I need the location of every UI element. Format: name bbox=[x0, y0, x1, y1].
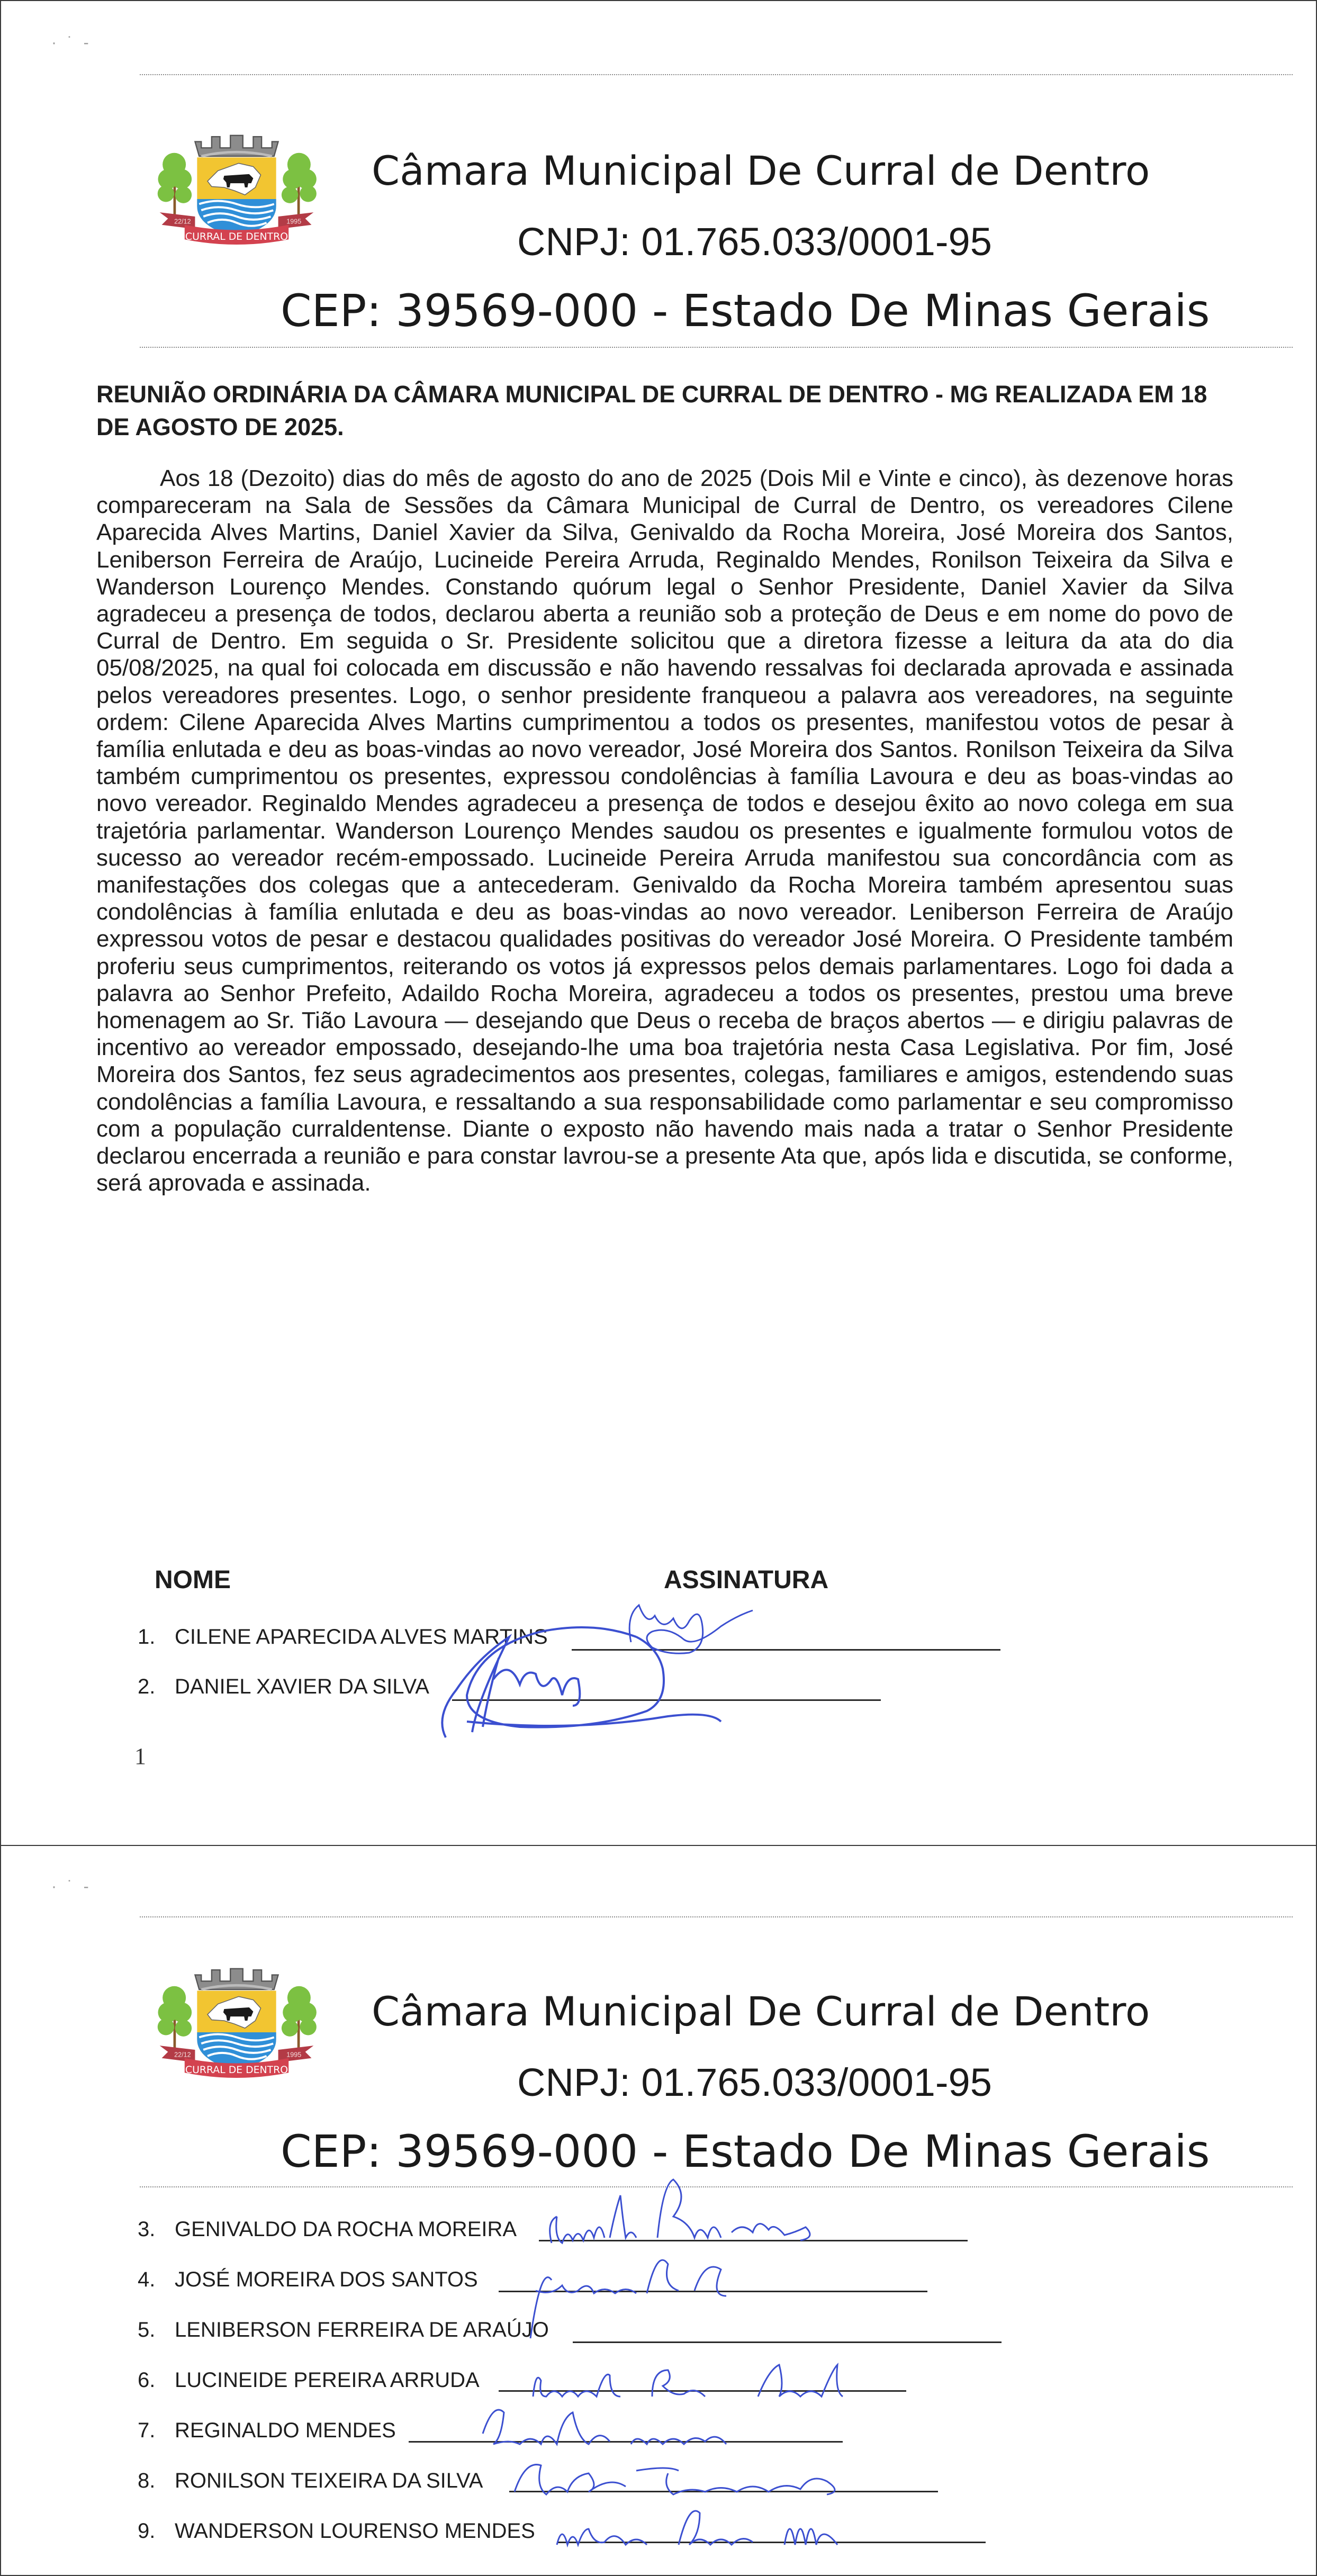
signatory-number: 9. bbox=[138, 2519, 156, 2543]
crown-icon bbox=[195, 136, 278, 156]
signature-jose bbox=[530, 2260, 726, 2338]
logo-ribbon-left-text: 22/12 bbox=[174, 2051, 191, 2059]
institution-cnpj: CNPJ: 01.765.033/0001-95 bbox=[517, 220, 992, 264]
logo-banner-text: CURRAL DE DENTRO bbox=[185, 231, 288, 242]
tree-right-icon bbox=[282, 1986, 317, 2050]
shield-icon bbox=[197, 1990, 276, 2070]
municipal-coat-of-arms-logo bbox=[149, 119, 324, 256]
institution-title: Câmara Municipal De Curral de Dentro bbox=[372, 1988, 1150, 2035]
header-bottom-rule bbox=[140, 2186, 1293, 2187]
signatory-number: 7. bbox=[138, 2419, 156, 2442]
logo-ribbon-left-text: 22/12 bbox=[174, 218, 191, 226]
column-header-signature: ASSINATURA bbox=[664, 1566, 829, 1594]
shield-icon bbox=[197, 157, 276, 237]
signature-wanderson bbox=[557, 2511, 837, 2545]
signature-line bbox=[499, 2291, 927, 2292]
signatory-name: WANDERSON LOURENSO MENDES bbox=[175, 2519, 535, 2543]
signatory-name: JOSÉ MOREIRA DOS SANTOS bbox=[175, 2268, 478, 2291]
signature-reginaldo bbox=[483, 2410, 726, 2444]
handwritten-signatures bbox=[530, 2164, 1060, 2571]
signatory-number: 3. bbox=[138, 2218, 156, 2241]
signature-genivaldo bbox=[550, 2179, 810, 2243]
signature-line bbox=[573, 2341, 1002, 2343]
institution-address: CEP: 39569-000 - Estado De Minas Gerais bbox=[281, 2125, 1210, 2177]
signatory-name: GENIVALDO DA ROCHA MOREIRA bbox=[175, 2218, 517, 2241]
signature-line bbox=[499, 2390, 906, 2392]
scan-artifact: · ˙ - bbox=[51, 1878, 92, 1895]
signature-line bbox=[509, 2491, 938, 2492]
crown-icon bbox=[195, 1969, 278, 1989]
minutes-body: Aos 18 (Dezoito) dias do mês de agosto do ano de 2025 (Dois Mil e Vinte e cinco), às dezenove horas compareceram na Sala de Sessões da Câmara Municipal de Curral de Dentro, os vereadores Cilene Aparecida Alves Martins, Daniel Xavier da Silva, Genivaldo da Rocha Moreira, José Moreira dos Santos, Leniberson Ferreira de Araújo, Lucineide Pereira Arruda, Reginaldo Mendes, Ronilson Teixeira da Silva e Wanderson Lourenço Mendes. Constando quórum legal o Senhor Presidente, Daniel Xavier da Silva agradeceu a presença de todos, declarou aberta a reunião sob a proteção de Deus e em nome do povo de Curral de Dentro. Em seguida o Sr. Presidente solicitou que a diretora fizesse a leitura da ata do dia 05/08/2025, na qual foi colocada em discussão e não havendo ressalvas foi declarada aprovada e assinada pelos vereadores presentes. Logo, o senhor presidente franqueou a palavra aos vereadores, na seguinte ordem: Cilene Aparecida Alves Martins cumprimentou a todos os presentes, manifestou votos de pesar à família enlutada e deu as boas-vindas ao novo vereador, José Moreira dos Santos. Ronilson Teixeira da Silva também cumprimentou os presentes, expressou condolências à família Lavoura e deu as boas-vindas ao novo vereador. Reginaldo Mendes agradeceu a presença de todos e desejou êxito ao novo colega em sua trajetória parlamentar. Wanderson Lourenço Mendes saudou os presentes e igualmente formulou votos de sucesso ao vereador recém-empossado. Lucineide Pereira Arruda manifestou sua concordância com as manifestações dos colegas que a antecederam. Genivaldo da Rocha Moreira também apresentou suas condolências à família enlutada e deu as boas-vindas ao novo vereador. Leniberson Ferreira de Araújo expressou votos de pesar e destacou qualidades positivas do vereador José Moreira. O Presidente também proferiu seus cumprimentos, reiterando os votos já expressos pelos demais parlamentares. Logo foi dada a palavra ao Senhor Prefeito, Adaildo Rocha Moreira, agradeceu a todos os presentes, prestou uma breve homenagem ao Sr. Tião Lavoura — desejando que Deus o receba de braços abertos — e dirigiu palavras de incentivo ao vereador empossado, desejando-lhe uma boa trajetória nesta Casa Legislativa. Por fim, José Moreira dos Santos, fez seus agradecimentos aos presentes, colegas, familiares e amigos, estendendo suas condolências a família Lavoura, e ressaltando a sua responsabilidade como parlamentar e seu compromisso com a população curraldentense. Diante o exposto não havendo mais nada a tratar o Senhor Presidente declarou encerrada a reunião e para constar lavrou-se a presente Ata que, após lida e discutida, se conforme, será aprovada e assinada. bbox=[96, 465, 1233, 1196]
scan-artifact: · ˙ - bbox=[51, 34, 92, 51]
institution-address: CEP: 39569-000 - Estado De Minas Gerais bbox=[281, 285, 1210, 337]
signatory-number: 6. bbox=[138, 2368, 156, 2392]
tree-left-icon bbox=[158, 153, 192, 217]
signature-line bbox=[557, 2542, 986, 2543]
institution-title: Câmara Municipal De Curral de Dentro bbox=[372, 147, 1150, 194]
tree-right-icon bbox=[282, 153, 317, 217]
signature-line bbox=[452, 1699, 881, 1701]
institution-cnpj: CNPJ: 01.765.033/0001-95 bbox=[517, 2060, 992, 2104]
document-page-2 bbox=[0, 1845, 1317, 2576]
signature-line bbox=[572, 1649, 1000, 1651]
signatory-name: REGINALDO MENDES bbox=[175, 2419, 396, 2442]
handwritten-signature-cilene bbox=[414, 1595, 890, 1753]
logo-ribbon-right-text: 1995 bbox=[286, 218, 302, 226]
signatory-number: 8. bbox=[138, 2469, 156, 2492]
logo-banner-text: CURRAL DE DENTRO bbox=[185, 2065, 288, 2076]
signatory-name: LUCINEIDE PEREIRA ARRUDA bbox=[175, 2368, 480, 2392]
signatory-number: 5. bbox=[138, 2318, 156, 2341]
header-top-rule bbox=[140, 74, 1293, 75]
header-top-rule bbox=[140, 1916, 1293, 1917]
signatory-number: 4. bbox=[138, 2268, 156, 2291]
signature-ronilson bbox=[515, 2465, 835, 2494]
logo-ribbon-right-text: 1995 bbox=[286, 2051, 302, 2059]
municipal-coat-of-arms-logo bbox=[149, 1952, 324, 2089]
signatory-name: DANIEL XAVIER DA SILVA bbox=[175, 1675, 429, 1698]
header-bottom-rule bbox=[140, 347, 1293, 348]
page-number-marker: 1 bbox=[134, 1743, 146, 1769]
signatory-name: CILENE APARECIDA ALVES MARTINS bbox=[175, 1625, 548, 1649]
tree-left-icon bbox=[158, 1986, 192, 2050]
signatory-number: 1. bbox=[138, 1625, 156, 1649]
signatory-number: 2. bbox=[138, 1675, 156, 1698]
signatory-name: LENIBERSON FERREIRA DE ARAÚJO bbox=[175, 2318, 549, 2341]
column-header-name: NOME bbox=[155, 1566, 231, 1594]
signatory-name: RONILSON TEIXEIRA DA SILVA bbox=[175, 2469, 483, 2492]
signature-lucineide bbox=[533, 2365, 843, 2397]
signature-line bbox=[539, 2240, 968, 2241]
handwritten-signature-daniel bbox=[414, 1595, 890, 1764]
minutes-heading: REUNIÃO ORDINÁRIA DA CÂMARA MUNICIPAL DE CURRAL DE DENTRO - MG REALIZADA EM 18 DE AGOSTO DE 2025. bbox=[96, 381, 1207, 440]
signature-line bbox=[409, 2441, 843, 2443]
